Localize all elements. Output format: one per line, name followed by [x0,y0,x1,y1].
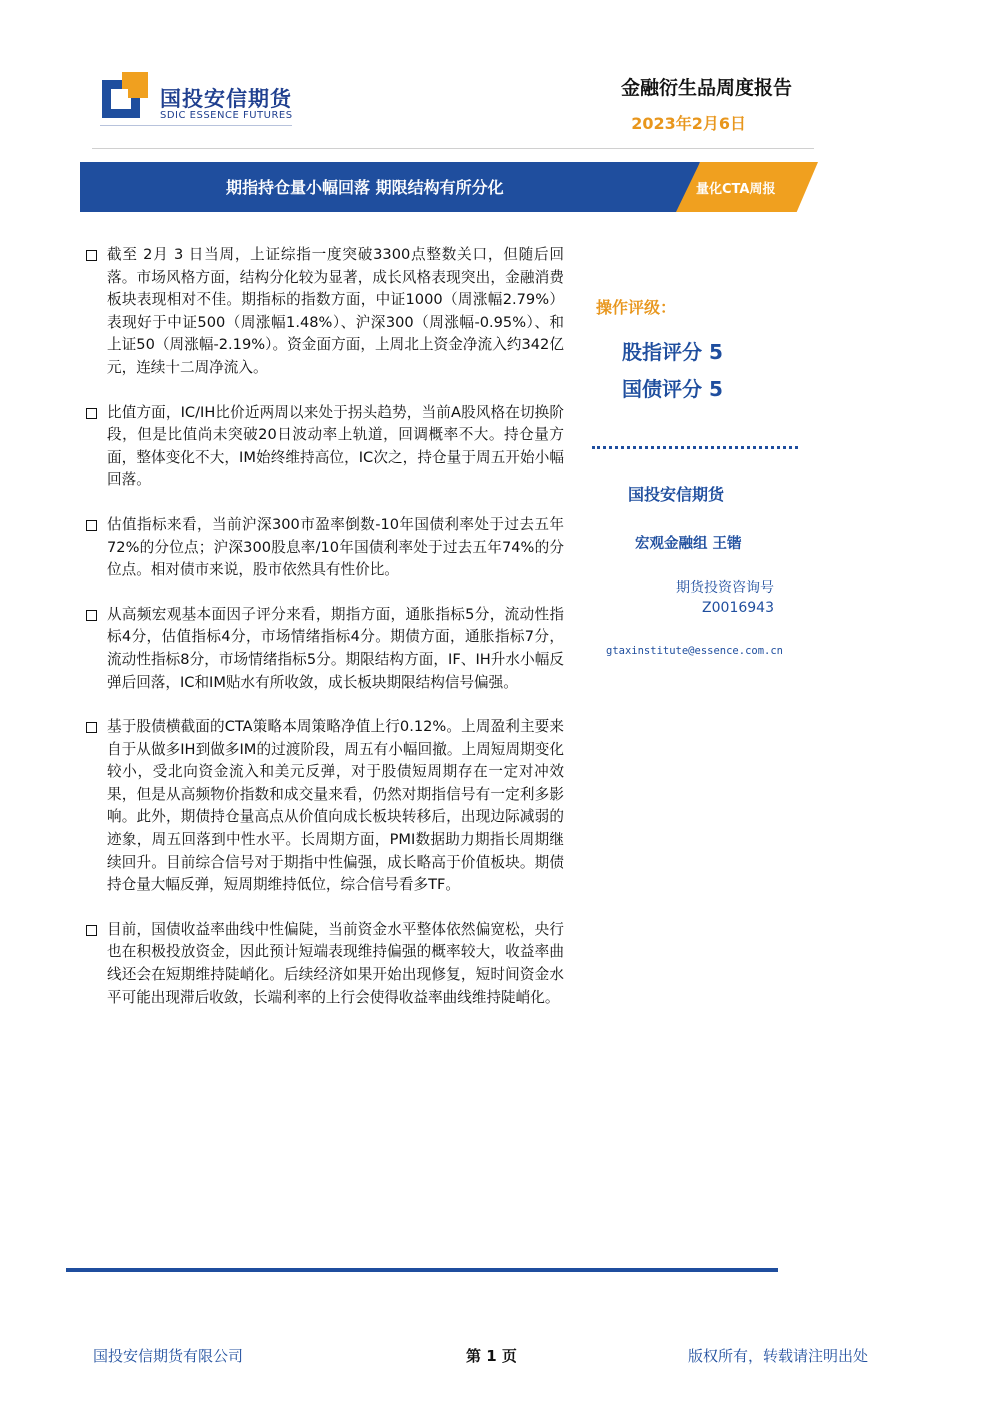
bullet-square-icon [86,610,97,621]
footer-copyright: 版权所有，转载请注明出处 [688,1347,869,1365]
rating-label: 操作评级： [596,298,677,317]
bullet-square-icon [86,250,97,261]
license-number: Z0016943 [702,600,774,616]
report-type-tag: 量化CTA周报 [696,182,776,197]
sidebar-divider [592,446,798,449]
report-date: 2023年2月6日 [631,114,746,133]
page-number: 第 1 页 [466,1347,517,1365]
bullet-text: 估值指标来看，当前沪深300市盈率倒数-10年国债利率处于过去五年72%的分位点；沪深300股息率/10年国债利率处于过去五年74%的分位点。相对债市来说，股市依然具有性价比。 [107,515,564,579]
bullet-square-icon [86,408,97,419]
treasury-rating: 国债评分 5 [622,377,723,401]
sidebar-company: 国投安信期货 [628,485,725,504]
bullet-text: 截至 2月 3 日当周，上证综指一度突破3300点整数关口，但随后回落。市场风格方面，结构分化较为显著，成长风格表现突出，金融消费板块表现相对不佳。期指标的指数方面，中证1000（周涨幅2.79%）表现好于中证500（周涨幅1.48%）、沪深300（周涨幅-0.95%）、和上证50（周涨幅-2.19%）。资金面方面，上周北上资金净流入约342亿元，连续十二周净流入。 [107,246,564,376]
company-logo-mark [102,72,148,118]
summary-bullet [86,244,564,380]
headline-banner [80,162,820,212]
footer-divider [66,1268,778,1272]
summary-bullets [86,244,564,1031]
logo-company-name-en: SDIC ESSENCE FUTURES [160,110,293,121]
logo-company-name: 国投安信期货 [160,87,292,111]
report-title: 金融衍生品周度报告 [620,77,792,99]
bullet-square-icon [86,520,97,531]
summary-bullet [86,919,564,1009]
license-label: 期货投资咨询号 [676,580,774,596]
summary-bullet [86,716,564,897]
summary-bullet [86,604,564,694]
footer-company: 国投安信期货有限公司 [93,1347,244,1365]
logo-divider [100,125,292,126]
header-divider [92,148,814,149]
bullet-text: 比值方面，IC/IH比价近两周以来处于拐头趋势，当前A股风格在切换阶段，但是比值尚未突破20日波动率上轨道，回调概率不大。持仓量方面，整体变化不大，IM始终维持高位，IC次之，持仓量于周五开始小幅回落。 [107,403,564,489]
sidebar-author: 宏观金融组 王锴 [635,536,742,552]
bullet-text: 基于股债横截面的CTA策略本周策略净值上行0.12%。上周盈利主要来自于从做多IH到做多IM的过渡阶段，周五有小幅回撤。上周短周期变化较小，受北向资金流入和美元反弹，对于股债短周期存在一定对冲效果，但是从高频物价指数和成交量来看，仍然对期指信号有一定利多影响。此外，期债持仓量高点从价值向成长板块转移后，出现边际减弱的迹象，周五回落到中性水平。长周期方面，PMI数据助力期指长周期继续回升。目前综合信号对于期指中性偏强，成长略高于价值板块。期债持仓量大幅反弹，短周期维持低位，综合信号看多TF。 [107,718,564,894]
summary-bullet [86,514,564,582]
bullet-square-icon [86,722,97,733]
contact-email: gtaxinstitute@essence.com.cn [606,645,784,657]
bullet-square-icon [86,925,97,936]
bullet-text: 从高频宏观基本面因子评分来看，期指方面，通胀指标5分，流动性指标4分，估值指标4分，市场情绪指标4分。期债方面，通胀指标7分，流动性指标8分，市场情绪指标5分。期限结构方面，IF、IH升水小幅反弹后回落，IC和IM贴水有所收敛，成长板块期限结构信号偏强。 [107,605,564,691]
bullet-text: 目前，国债收益率曲线中性偏陡，当前资金水平整体依然偏宽松，央行也在积极投放资金，因此预计短端表现维持偏强的概率较大，收益率曲线还会在短期维持陡峭化。后续经济如果开始出现修复，短时间资金水平可能出现滞后收敛，长端利率的上行会使得收益率曲线维持陡峭化。 [107,920,564,1006]
headline-title: 期指持仓量小幅回落 期限结构有所分化 [226,178,504,197]
summary-bullet [86,402,564,492]
stock-index-rating: 股指评分 5 [622,340,723,364]
